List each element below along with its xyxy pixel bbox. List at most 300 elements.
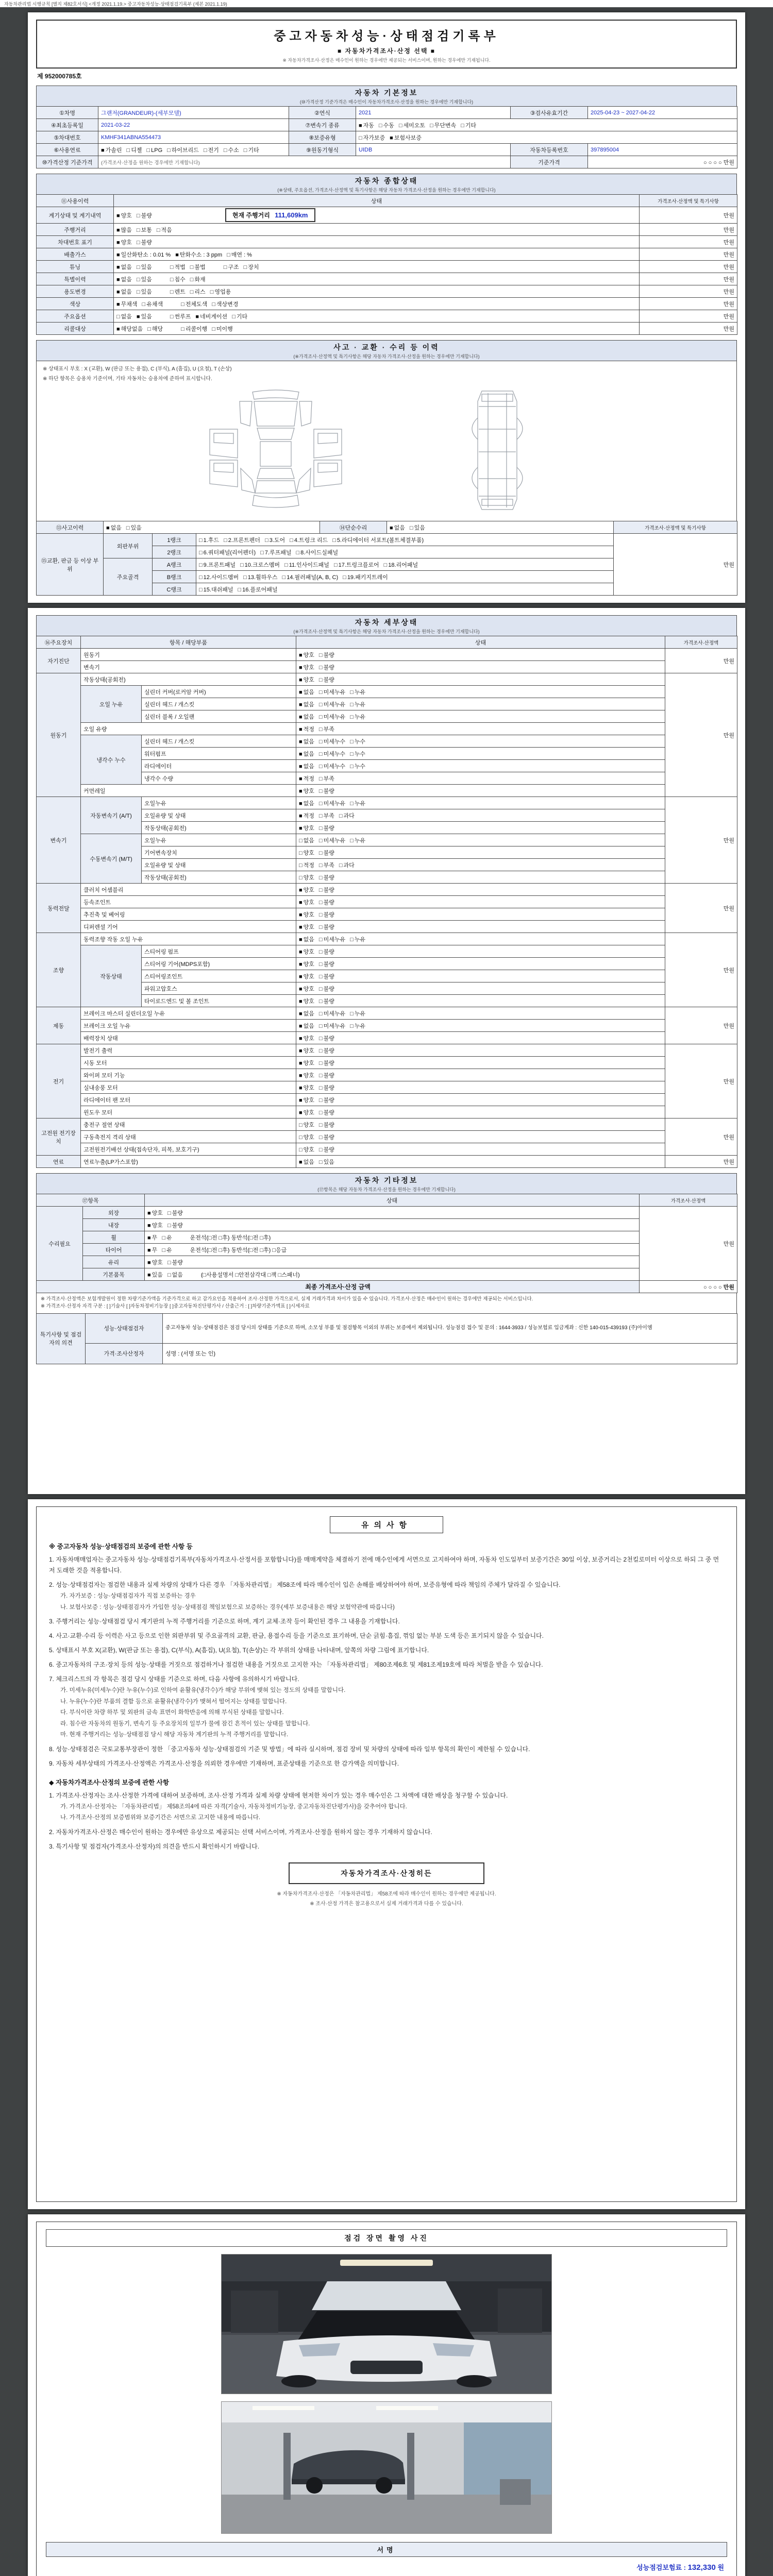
rank1-items [196, 534, 614, 546]
item-label: 윈도우 모터 [81, 1106, 296, 1118]
checkbox-unchecked: □ LPG [146, 147, 163, 154]
row-label: 외장 [83, 1207, 145, 1219]
checked-box-icon: ■ [147, 1259, 151, 1266]
checkbox-unchecked: □ 수동 [378, 122, 394, 129]
checkbox-unchecked: □ 10.크로스멤버 [240, 562, 280, 568]
empty-box-icon: □ [136, 239, 140, 246]
checkbox-unchecked: □ 있음 [136, 264, 152, 270]
device-group-label: 고전원 전기장치 [37, 1118, 81, 1156]
empty-box-icon: □ [333, 562, 338, 568]
checkbox-unchecked: □ 누유 [350, 689, 366, 696]
empty-box-icon: □ [378, 122, 382, 129]
checkbox-unchecked: □ 불량 [318, 652, 334, 658]
empty-box-icon: □ [318, 1084, 323, 1091]
empty-box-icon: □ [224, 537, 227, 544]
vin-number: KMHF341ABNA554473 [98, 131, 289, 144]
checkbox-checked: ■ 양호 [147, 1222, 163, 1229]
checkbox-unchecked: □ 3.도어 [265, 537, 285, 544]
registration-number: 397895004 [588, 144, 737, 156]
empty-box-icon: □ [126, 524, 130, 531]
empty-box-icon: □ [339, 812, 343, 819]
checkbox-checked: ■ 양호 [147, 1210, 163, 1216]
price-cell: 만원 [665, 1044, 737, 1118]
item-label: 오일누유 [142, 834, 296, 846]
column-header: 가격조사·산정액 및 특기사항 [614, 521, 737, 534]
state-checks [145, 1256, 640, 1268]
checkbox-unchecked: □ 누수 [350, 763, 366, 770]
state-checks [116, 213, 157, 219]
section-basic-header [36, 86, 737, 107]
notice-text: 2. 자동차가격조사·산정은 매수인이 원하는 경우에만 유상으로 제공되는 선택 서비스이며, 가격조사·산정을 원하지 않는 경우 기재하지 않습니다. [49, 1828, 432, 1836]
empty-box-icon: □ [223, 147, 227, 154]
checkbox-unchecked: □ 미세누유 [318, 1010, 346, 1017]
checkbox-checked: ■ 양호 [299, 887, 314, 893]
empty-box-icon: □ [350, 936, 354, 943]
column-header: 가격조사·산정액 [640, 1194, 737, 1207]
item-state [296, 834, 665, 846]
checkbox-unchecked: □ 영업용 [210, 289, 231, 295]
state-checks [116, 264, 157, 270]
row-label: ⑭단순수리 [320, 521, 387, 534]
checkbox-unchecked: □ 14.필러패널(A, B, C) [282, 574, 339, 581]
final-price-value: ○ ○ ○ ○ 만원 [640, 1281, 737, 1293]
checkbox-unchecked: □ 수소 [223, 147, 239, 154]
empty-box-icon: □ [116, 313, 120, 320]
item-state [296, 1020, 665, 1032]
checkbox-checked: ■ 양호 [299, 1084, 314, 1091]
checked-box-icon: ■ [101, 147, 105, 154]
exterior-panel-diagram [183, 386, 368, 515]
empty-box-icon: □ [350, 1010, 354, 1017]
empty-box-icon: □ [243, 264, 247, 270]
item-label: 추진축 및 베어링 [81, 908, 296, 921]
price-cell: 만원 [614, 534, 737, 596]
item-state [296, 970, 665, 982]
checkbox-checked: ■ 양호 [299, 1109, 314, 1116]
checkbox-unchecked: □ 불량 [318, 961, 334, 968]
checked-box-icon: ■ [390, 134, 393, 141]
field-label: 자동차등록번호 [511, 144, 588, 156]
item-state [296, 710, 665, 723]
empty-box-icon: □ [181, 326, 184, 332]
checkbox-unchecked: □ 불량 [167, 1259, 183, 1266]
item-state [296, 859, 665, 871]
checkbox-unchecked: □ 매연 : % [227, 251, 252, 258]
empty-box-icon: □ [318, 689, 323, 696]
section-overall-title: 자동차 종합상태 [355, 177, 418, 185]
emission-values [114, 248, 640, 261]
item-label: 오일유량 및 상태 [142, 809, 296, 822]
checkbox-checked: ■ 양호 [116, 213, 132, 219]
state-checks [181, 301, 243, 308]
empty-box-icon: □ [318, 1146, 323, 1153]
item-category-label: 작동상태 [81, 945, 142, 1007]
empty-box-icon: □ [260, 549, 264, 556]
notice-text: 3. 특기사항 및 점검자(가격조사·산정자)의 의견을 반드시 확인하시기 바랍니다. [49, 1842, 260, 1850]
accident-history-checks [104, 521, 320, 534]
page-4 [28, 2214, 745, 2576]
empty-box-icon: □ [461, 122, 464, 129]
notice-title: 유의사항 [330, 1516, 443, 1533]
item-label: 배력장치 상태 [81, 1032, 296, 1044]
state-checks [147, 1235, 177, 1241]
item-label: 냉각수 수량 [142, 772, 296, 785]
checkbox-unchecked: □ 부족 [318, 862, 334, 869]
field-label: 기준가격 [511, 156, 588, 168]
checkbox-unchecked: □ 무단변속 [430, 122, 457, 129]
checkbox-checked: ■ 없음 [106, 524, 122, 531]
checked-box-icon: ■ [299, 664, 303, 671]
row-label: 휠 [83, 1231, 145, 1244]
empty-box-icon: □ [299, 1146, 303, 1153]
remarks-table [36, 1313, 737, 1364]
empty-box-icon: □ [318, 1060, 323, 1066]
checked-box-icon: ■ [299, 1010, 303, 1017]
empty-box-icon: □ [318, 1023, 323, 1029]
checkbox-unchecked: □ 누유 [350, 800, 366, 807]
checkbox-unchecked: □ 불량 [167, 1222, 183, 1229]
checked-box-icon: ■ [299, 924, 303, 930]
empty-box-icon: □ [167, 147, 171, 154]
empty-box-icon: □ [318, 1134, 323, 1141]
panel-rank-table [36, 533, 737, 596]
empty-box-icon: □ [136, 276, 140, 283]
photo-section-title: 점검 장면 촬영 사진 [46, 2229, 727, 2247]
item-label: 충전구 절연 상태 [81, 1118, 296, 1131]
section-basic-title: 자동차 기본정보 [355, 89, 418, 97]
column-header: ⑯주요장치 [37, 636, 81, 649]
checked-box-icon: ■ [299, 998, 303, 1005]
checkbox-checked: ■ 양호 [299, 924, 314, 930]
checkbox-unchecked: □ 기타 [461, 122, 477, 129]
item-state [296, 945, 665, 958]
checked-box-icon: ■ [299, 763, 303, 770]
price-cell: 만원 [665, 1118, 737, 1156]
item-state [296, 661, 665, 673]
empty-box-icon: □ [318, 986, 323, 992]
state-checks [114, 236, 640, 248]
checkbox-unchecked: □ 미세누유 [318, 800, 346, 807]
checkbox-checked: ■ 양호 [299, 1072, 314, 1079]
item-state [296, 995, 665, 1007]
empty-box-icon: □ [318, 788, 323, 794]
checkbox-unchecked: □ 자가보증 [359, 134, 385, 141]
inspection-photo-1 [221, 2254, 552, 2394]
checked-box-icon: ■ [116, 213, 120, 219]
item-label: 타이로드엔드 및 볼 조인트 [142, 995, 296, 1007]
checkbox-unchecked: □ 적정 [299, 862, 314, 869]
column-header: 항목 / 해당부품 [81, 636, 296, 649]
section-detail-title: 자동차 세부상태 [355, 618, 418, 626]
empty-box-icon: □ [430, 122, 433, 129]
field-label: ⑦변속기 종류 [289, 119, 356, 131]
section-accident-subtitle: (※가격조사·산정액 및 특기사항은 해당 자동차 가격조사·산정을 원하는 경우에만 기재합니다) [293, 354, 480, 359]
notice-text: 가. 미세누유(미세누수)란 누유(누수)로 인하여 윤활유(냉각수)가 해당 부위에 맺혀 있는 정도의 상태를 말합니다. [60, 1687, 346, 1694]
item-state [296, 809, 665, 822]
price-cell: 만원 [640, 261, 737, 273]
item-label: 라디에이터 팬 모터 [81, 1094, 296, 1106]
checkbox-unchecked: □ 불량 [318, 948, 334, 955]
checkbox-checked: ■ 없음 [299, 714, 314, 720]
item-state [296, 871, 665, 884]
notice-heading: ◆ 자동차가격조사·산정의 보증에 관한 사항 [49, 1778, 169, 1786]
checkbox-unchecked: □ 13.휠하우스 [243, 574, 278, 581]
rank-label: B랭크 [153, 571, 196, 583]
row-label: 주행거리 [37, 224, 114, 236]
checked-box-icon: ■ [299, 676, 303, 683]
checkbox-unchecked: □ 누유 [350, 1010, 366, 1017]
checkbox-checked: ■ 무채색 [116, 301, 138, 308]
price-cell: 만원 [640, 323, 737, 335]
checkbox-unchecked: □ 불량 [136, 239, 152, 246]
item-state [296, 723, 665, 735]
checkbox-checked: ■ 일산화탄소 : 0.01 % [116, 251, 171, 258]
checkbox-checked: ■ 없음 [116, 289, 132, 295]
checkbox-checked: ■ 양호 [299, 788, 314, 794]
empty-box-icon: □ [339, 862, 343, 869]
device-group-label: 연료 [37, 1156, 81, 1168]
checkbox-checked: ■ 없음 [299, 701, 314, 708]
price-cell: 만원 [665, 673, 737, 797]
checked-box-icon: ■ [116, 326, 120, 332]
empty-box-icon: □ [318, 887, 323, 893]
empty-box-icon: □ [190, 264, 194, 270]
checkbox-unchecked: □ 불량 [318, 887, 334, 893]
notice-tail1: ※ 자동차가격조사·산정은 「자동차관리법」 제58조에 따라 매수인이 원하는 경우에만 제공됩니다. [277, 1891, 496, 1897]
checkbox-unchecked: □ 누유 [350, 837, 366, 844]
checkbox-checked: ■ 양호 [299, 1060, 314, 1066]
empty-box-icon: □ [156, 227, 160, 233]
checkbox-unchecked: □ 불량 [318, 899, 334, 906]
checkbox-checked: ■ 있음 [136, 313, 152, 320]
notice-text: 9. 자동차 세부상태의 가격조사·산정액은 가격조사·산정을 의뢰한 경우에만 기재하며, 표준상태를 기준으로 한 감가액을 의미합니다. [49, 1759, 399, 1767]
price-cell: 만원 [665, 884, 737, 933]
device-group-label: 원동기 [37, 673, 81, 797]
price-basis-text2: ※ 가격조사·산정자 자격 구분 : [ ]기술사 [ ]자동차정비기능장 [ ]중고자동차진단평가사 / 산출근거 : [ ]차량기준가액표 [ ]시세자료 [41, 1303, 310, 1310]
checkbox-unchecked: □ 전기 [203, 147, 219, 154]
checkbox-checked: ■ 없음 [116, 264, 132, 270]
item-label: 오일유량 및 상태 [142, 859, 296, 871]
price-cell: 만원 [640, 207, 737, 224]
item-label: 동력조향 작동 오일 누유 [81, 933, 296, 945]
empty-box-icon: □ [318, 714, 323, 720]
empty-box-icon: □ [350, 701, 354, 708]
checkbox-unchecked: □ 구조 [223, 264, 239, 270]
empty-box-icon: □ [170, 264, 174, 270]
state-checks [116, 301, 167, 308]
position-detail: 운전석(□전 □후) 동반석(□전 □후) □응급 [190, 1247, 287, 1253]
empty-box-icon: □ [147, 326, 151, 332]
checkbox-unchecked: □ 불량 [318, 825, 334, 832]
signature-section-title: 서명 [46, 2542, 727, 2557]
item-state [296, 686, 665, 698]
checkbox-unchecked: □ 보통 [136, 227, 152, 233]
checkbox-unchecked: □ 불량 [318, 1060, 334, 1066]
item-state [296, 1094, 665, 1106]
price-cell: 만원 [640, 273, 737, 285]
mileage-label: 현재 주행거리 [232, 212, 270, 219]
empty-box-icon: □ [383, 562, 388, 568]
checkbox-unchecked: □ 불량 [318, 1084, 334, 1091]
empty-box-icon: □ [284, 562, 288, 568]
item-state [296, 933, 665, 945]
empty-box-icon: □ [318, 850, 323, 856]
section-basic-info [36, 86, 737, 168]
checkbox-checked: ■ 양호 [299, 911, 314, 918]
checked-box-icon: ■ [299, 1072, 303, 1079]
price-cell: 만원 [665, 797, 737, 884]
empty-box-icon: □ [170, 313, 174, 320]
checkbox-checked: ■ 없음 [390, 524, 405, 531]
item-state [296, 760, 665, 772]
checkbox-unchecked: □ 미세누수 [318, 763, 346, 770]
device-group-label: 자기진단 [37, 649, 81, 673]
item-label: 브레이크 마스터 실린더오일 누유 [81, 1007, 296, 1020]
item-label: 실린더 커버(로커암 커버) [142, 686, 296, 698]
section-accident-title: 사고 · 교환 · 수리 등 이력 [333, 343, 440, 351]
row-label: 기본품목 [83, 1268, 145, 1281]
checked-box-icon: ■ [299, 973, 303, 980]
checkbox-checked: ■ 양호 [299, 948, 314, 955]
checkbox-unchecked: □ 18.리어패널 [383, 562, 418, 568]
checkbox-unchecked: □ 유 [162, 1247, 172, 1253]
checkbox-unchecked: □ 불량 [318, 664, 334, 671]
item-label: 스티어링 펌프 [142, 945, 296, 958]
overall-state-table [36, 194, 737, 335]
checkbox-unchecked: □ 있음 [136, 276, 152, 283]
item-state [296, 1131, 665, 1143]
empty-box-icon: □ [296, 549, 300, 556]
checkbox-unchecked: □ 해당 [147, 326, 163, 332]
rank-label: C랭크 [153, 583, 196, 596]
checkbox-checked: ■ 없음 [299, 1010, 314, 1017]
checkbox-unchecked: □ 미세누유 [318, 701, 346, 708]
checkbox-checked: ■ 양호 [299, 899, 314, 906]
empty-box-icon: □ [318, 961, 323, 968]
title-box [36, 20, 737, 69]
price-cell: 만원 [640, 236, 737, 248]
item-state [296, 958, 665, 970]
checkbox-checked: ■ 양호 [299, 1047, 314, 1054]
empty-box-icon: □ [318, 1047, 323, 1054]
price-cell: 만원 [640, 1207, 737, 1281]
checked-box-icon: ■ [299, 1023, 303, 1029]
state-checks [145, 1207, 640, 1219]
first-registration-date: 2021-03-22 [98, 119, 289, 131]
rankA-items [196, 558, 614, 571]
checkbox-unchecked: □ 렌트 [170, 289, 186, 295]
item-state [296, 797, 665, 809]
checked-box-icon: ■ [299, 936, 303, 943]
state-checks [170, 289, 236, 295]
price-cell: 만원 [665, 933, 737, 1007]
field-label: ⑥사용연료 [37, 144, 98, 156]
checkbox-unchecked: □ 12.사이드멤버 [199, 574, 239, 581]
notice-text: 1. 가격조사·산정자는 조사·산정한 가격에 대하여 보증하며, 조사·산정 가격과 실제 차량 상태에 현저한 차이가 있는 경우 매수인은 그 차액에 대한 배상을 청구할 수 있습니다. [49, 1791, 508, 1799]
empty-box-icon: □ [318, 664, 323, 671]
checked-box-icon: ■ [299, 1060, 303, 1066]
item-label: 파워고압호스 [142, 982, 296, 995]
empty-box-icon: □ [199, 549, 203, 556]
notice-text: 1. 자동차매매업자는 중고자동차 성능·상태점검기록부(자동차가격조사·산정서를 포함합니다)를 매매계약을 체결하기 전에 매수인에게 서면으로 고지하여야 하며, 자동차 인도일부터 보증기간은 30일 이상, 보증거리는 2천킬로미터 이상으로 하되 그 중 먼저 도래한 것을 적용합니다. [49, 1556, 719, 1574]
empty-box-icon: □ [318, 751, 323, 757]
checkbox-checked: ■ 양호 [299, 961, 314, 968]
checkbox-unchecked: □ 썬루프 [170, 313, 191, 320]
empty-box-icon: □ [318, 738, 323, 745]
checkbox-unchecked: □ 미세누유 [318, 936, 346, 943]
empty-box-icon: □ [318, 763, 323, 770]
item-state [296, 1069, 665, 1081]
item-state [296, 1057, 665, 1069]
checkbox-unchecked: □ 리콜이행 [181, 326, 208, 332]
section-etc-info [36, 1173, 737, 1364]
item-label: 기어변속장치 [142, 846, 296, 859]
state-code-legend2: ※ 하단 항목은 승용차 기준이며, 기타 자동차는 승용차에 준하여 표시합니다. [43, 376, 212, 382]
empty-box-icon: □ [199, 562, 203, 568]
car-diagram-area [36, 361, 737, 521]
empty-box-icon: □ [190, 289, 194, 295]
checkbox-unchecked: □ 미세누유 [318, 837, 346, 844]
checked-box-icon: ■ [195, 313, 199, 320]
checkbox-unchecked: □ 미이행 [212, 326, 233, 332]
state-checks [147, 1272, 188, 1278]
price-survey-select: ■ 자동차가격조사·산정 선택 ■ [337, 47, 435, 55]
item-category-label: 수동변속기 (M/T) [81, 834, 142, 884]
checkbox-unchecked: □ 미세누수 [318, 738, 346, 745]
checkbox-unchecked: □ 양호 [299, 874, 314, 881]
row-label: ⑮교환, 판금 등 이상 부위 [37, 534, 104, 596]
inspector-label: 성능·상태점검자 [86, 1313, 163, 1343]
position-detail: 운전석(□전 □후) 동반석(□전 □후) [190, 1234, 271, 1241]
checkbox-unchecked: □ 하이브리드 [167, 147, 199, 154]
checkbox-checked: ■ 양호 [147, 1259, 163, 1266]
remarks-side-label: 특기사항 및 점검자의 의견 [37, 1313, 86, 1364]
empty-box-icon: □ [318, 936, 323, 943]
checkbox-unchecked: □ 6.쿼터패널(리어펜더) [199, 549, 256, 556]
checkbox-unchecked: □ 불량 [318, 1122, 334, 1128]
column-header: 상태 [114, 195, 640, 207]
checked-box-icon: ■ [299, 689, 303, 696]
etc-info-table [36, 1194, 737, 1281]
empty-box-icon: □ [318, 825, 323, 832]
device-group-label: 제동 [37, 1007, 81, 1044]
checkbox-checked: ■ 자동 [359, 122, 374, 129]
rank-label: 1랭크 [153, 534, 196, 546]
empty-box-icon: □ [136, 264, 140, 270]
device-group-label: 변속기 [37, 797, 81, 884]
model-year: 2021 [356, 107, 511, 119]
print-header: 자동차관리법 시행규칙 [별지 제82호서식] <개정 2021.1.19.> 중고자동차성능·상태점검기록부 (제본 2021.1.19) [0, 0, 773, 7]
checkbox-checked: ■ 양호 [299, 1097, 314, 1104]
checkbox-unchecked: □ 미세누유 [318, 689, 346, 696]
row-label: 용도변경 [37, 285, 114, 298]
device-group-label: 동력전달 [37, 884, 81, 933]
empty-box-icon: □ [290, 537, 293, 544]
notice-text: 나. 누유(누수)란 부품의 결함 등으로 윤활유(냉각수)가 맺혀서 떨어지는 상태를 말합니다. [60, 1698, 287, 1705]
checked-box-icon: ■ [147, 1234, 151, 1241]
checkbox-unchecked: □ 불법 [190, 264, 206, 270]
notice-text: 마. 현재 주행거리는 성능·상태점검 당시 해당 자동차 계기판의 누적 주행거리를 말합니다. [60, 1732, 289, 1738]
checked-box-icon: ■ [116, 264, 120, 270]
empty-box-icon: □ [299, 850, 303, 856]
checkbox-checked: ■ 없음 [299, 689, 314, 696]
page-3 [28, 1499, 745, 2209]
checked-box-icon: ■ [299, 1097, 303, 1104]
checkbox-unchecked: □ 불량 [318, 1134, 334, 1141]
empty-box-icon: □ [318, 862, 323, 869]
price-cell: 만원 [640, 248, 737, 261]
price-cell: 만원 [640, 285, 737, 298]
